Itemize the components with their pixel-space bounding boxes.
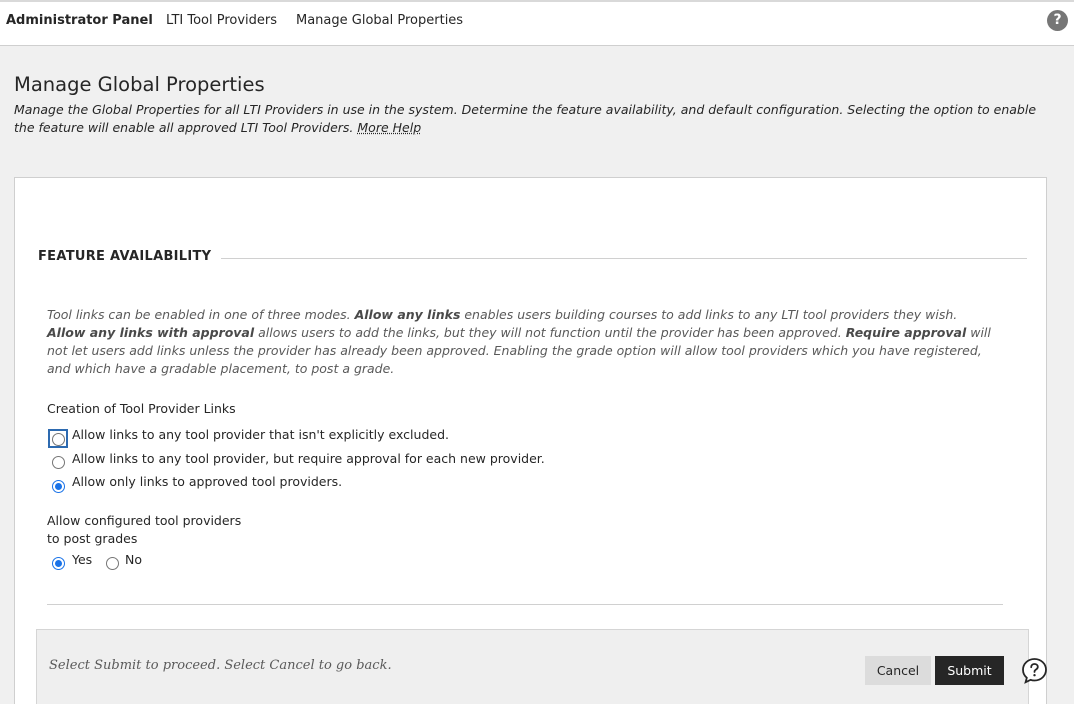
radio-allow-approved-links-only[interactable] [52, 480, 65, 493]
intro-text: enables users building courses to add links to any LTI tool providers they wish. [460, 307, 958, 322]
bottom-divider [47, 604, 1003, 605]
feature-availability-panel [14, 177, 1047, 704]
radio-allow-links-with-approval[interactable] [52, 456, 65, 469]
post-grades-label-line2: to post grades [47, 531, 138, 546]
intro-emphasis: Require approval [845, 325, 967, 340]
radio-post-grades-yes[interactable] [52, 557, 65, 570]
footer-instructions: Select Submit to proceed. Select Cancel to go back. [49, 658, 392, 673]
radio-allow-any-links-label[interactable]: Allow links to any tool provider that isn't explicitly excluded. [72, 427, 449, 442]
intro-emphasis: Allow any links with approval [47, 325, 255, 340]
intro-emphasis: Allow any links [354, 307, 461, 322]
section-title: FEATURE AVAILABILITY [38, 249, 221, 264]
more-help-link[interactable]: More Help [357, 120, 422, 135]
post-grades-label-line1: Allow configured tool providers [47, 513, 242, 528]
radio-allow-any-links[interactable] [52, 433, 65, 446]
intro-text: allows users to add the links, but they will not function until the provider has been approved. [254, 325, 846, 340]
section-divider [207, 258, 1027, 259]
breadcrumb-lti-tool-providers[interactable]: LTI Tool Providers [166, 13, 278, 28]
intro-text: will not let users add links unless the provider has already been approved. Enabling the grade option will allow tool providers which you have registered, and which have a gradable placement, to post a grade. [47, 325, 991, 376]
top-navigation-bar [0, 0, 1074, 46]
breadcrumb-administrator-panel[interactable]: Administrator Panel [6, 13, 153, 28]
intro-text: Tool links can be enabled in one of three modes. [47, 307, 355, 322]
help-bubble-icon[interactable] [1021, 657, 1048, 684]
page-description [14, 101, 1054, 137]
help-icon[interactable]: ? [1047, 10, 1068, 31]
section-intro-text [47, 306, 992, 378]
radio-post-grades-no[interactable] [106, 557, 119, 570]
page-title: Manage Global Properties [14, 73, 265, 96]
page-description-text: Manage the Global Properties for all LTI Providers in use in the system. Determine the feature availability, and default configuration. Selecting the option to enable the feature will enable all approved LTI Tool Providers. [14, 102, 1037, 135]
radio-post-grades-yes-label[interactable]: Yes [72, 552, 93, 567]
radio-allow-approved-links-only-label[interactable]: Allow only links to approved tool providers. [72, 474, 343, 489]
creation-of-tool-provider-links-label: Creation of Tool Provider Links [47, 401, 236, 416]
submit-button[interactable]: Submit [935, 656, 1004, 685]
radio-post-grades-no-label[interactable]: No [125, 552, 142, 567]
breadcrumb-manage-global-properties[interactable]: Manage Global Properties [296, 13, 464, 28]
submit-footer-bar [36, 629, 1029, 704]
cancel-button[interactable]: Cancel [865, 656, 931, 685]
radio-allow-links-with-approval-label[interactable]: Allow links to any tool provider, but require approval for each new provider. [72, 451, 545, 466]
